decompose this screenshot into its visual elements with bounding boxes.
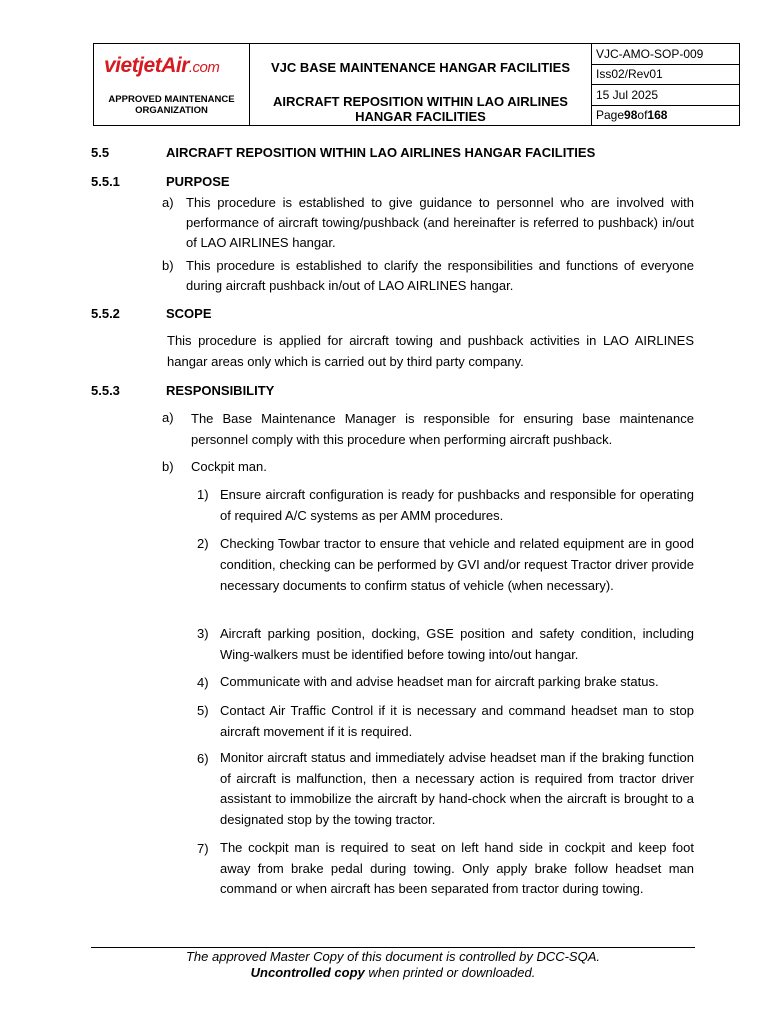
issue-date: 15 Jul 2025 xyxy=(592,85,739,106)
purpose-b-label: b) xyxy=(162,258,174,273)
responsibility-b-label: b) xyxy=(162,459,174,474)
sub-item-text: Contact Air Traffic Control if it is necessary and command headset man to stop aircraft movement if it is required. xyxy=(220,703,694,739)
responsibility-a-label: a) xyxy=(162,410,174,425)
responsibility-a-text: The Base Maintenance Manager is responsible for ensuring base maintenance personnel comply with this procedure when performing aircraft pushback. xyxy=(191,411,694,447)
sub-item-label: 2) xyxy=(197,536,209,551)
doc-id: VJC-AMO-SOP-009 xyxy=(592,44,739,65)
sub-item-text: Ensure aircraft configuration is ready for pushbacks and responsible for operating of required A/C systems as per AMM procedures. xyxy=(220,487,694,523)
document-header xyxy=(93,43,740,126)
sub-item-text: The cockpit man is required to seat on left hand side in cockpit and keep foot away from brake pedal during towing. Only apply brake follow headset man command or when aircraft has been separated from tractor during towing. xyxy=(220,840,694,897)
sub-item-label: 7) xyxy=(197,841,209,856)
header-title-sub: AIRCRAFT REPOSITION WITHIN LAO AIRLINES HANGAR FACILITIES xyxy=(273,94,568,124)
logo-cell xyxy=(94,44,250,125)
issue-revision: Iss02/Rev01 xyxy=(592,65,739,86)
vietjet-logo: vietjetAir.com xyxy=(104,54,220,77)
sub-item-text: Checking Towbar tractor to ensure that vehicle and related equipment are in good condition, checking can be performed by GVI and/or request Tractor driver provide necessary documents to confirm status of vehicle (when necessary). xyxy=(220,536,694,593)
header-title-main: VJC BASE MAINTENANCE HANGAR FACILITIES xyxy=(270,60,571,75)
sub-item-label: 3) xyxy=(197,626,209,641)
scope-text: This procedure is applied for aircraft towing and pushback activities in LAO AIRLINES hangar areas only which is carried out by third party company. xyxy=(167,333,694,369)
sub-item-text: Aircraft parking position, docking, GSE position and safety condition, including Wing-walkers must be identified before towing into/out hangar. xyxy=(220,626,694,662)
meta-cell xyxy=(592,44,739,125)
organization-label: APPROVED MAINTENANCE ORGANIZATION xyxy=(108,94,235,116)
sub-item-label: 1) xyxy=(197,487,209,502)
sub-item-label: 6) xyxy=(197,751,209,766)
sub-item-text: Monitor aircraft status and immediately advise headset man if the braking function of aircraft is malfunction, then a necessary action is required from tractor driver assistant to immobilize the aircraft by hand-chock when the aircraft is brought to a designated stop by the towing tractor. xyxy=(220,750,694,828)
purpose-b-text: This procedure is established to clarify the responsibilities and functions of everyone during aircraft pushback in/out of LAO AIRLINES hangar. xyxy=(186,258,694,293)
sub-item-text: Communicate with and advise headset man for aircraft parking brake status. xyxy=(220,674,659,689)
title-cell xyxy=(250,44,592,125)
responsibility-b-text: Cockpit man. xyxy=(191,459,267,474)
purpose-a-label: a) xyxy=(162,195,174,210)
sub-item-label: 5) xyxy=(197,703,209,718)
footer-controlled-note: The approved Master Copy of this document is controlled by DCC-SQA. xyxy=(185,949,600,964)
footer-uncontrolled-note: Uncontrolled copy when printed or downloaded. xyxy=(250,965,536,980)
purpose-a-text: This procedure is established to give guidance to personnel who are involved with performance of aircraft towing/pushback (and hereinafter is referred to pushback) in/out of LAO AIRLINES hangar. xyxy=(186,195,694,250)
page-number: Page 98 of 168 xyxy=(596,108,668,123)
sub-item-label: 4) xyxy=(197,675,209,690)
footer-divider xyxy=(91,947,695,948)
